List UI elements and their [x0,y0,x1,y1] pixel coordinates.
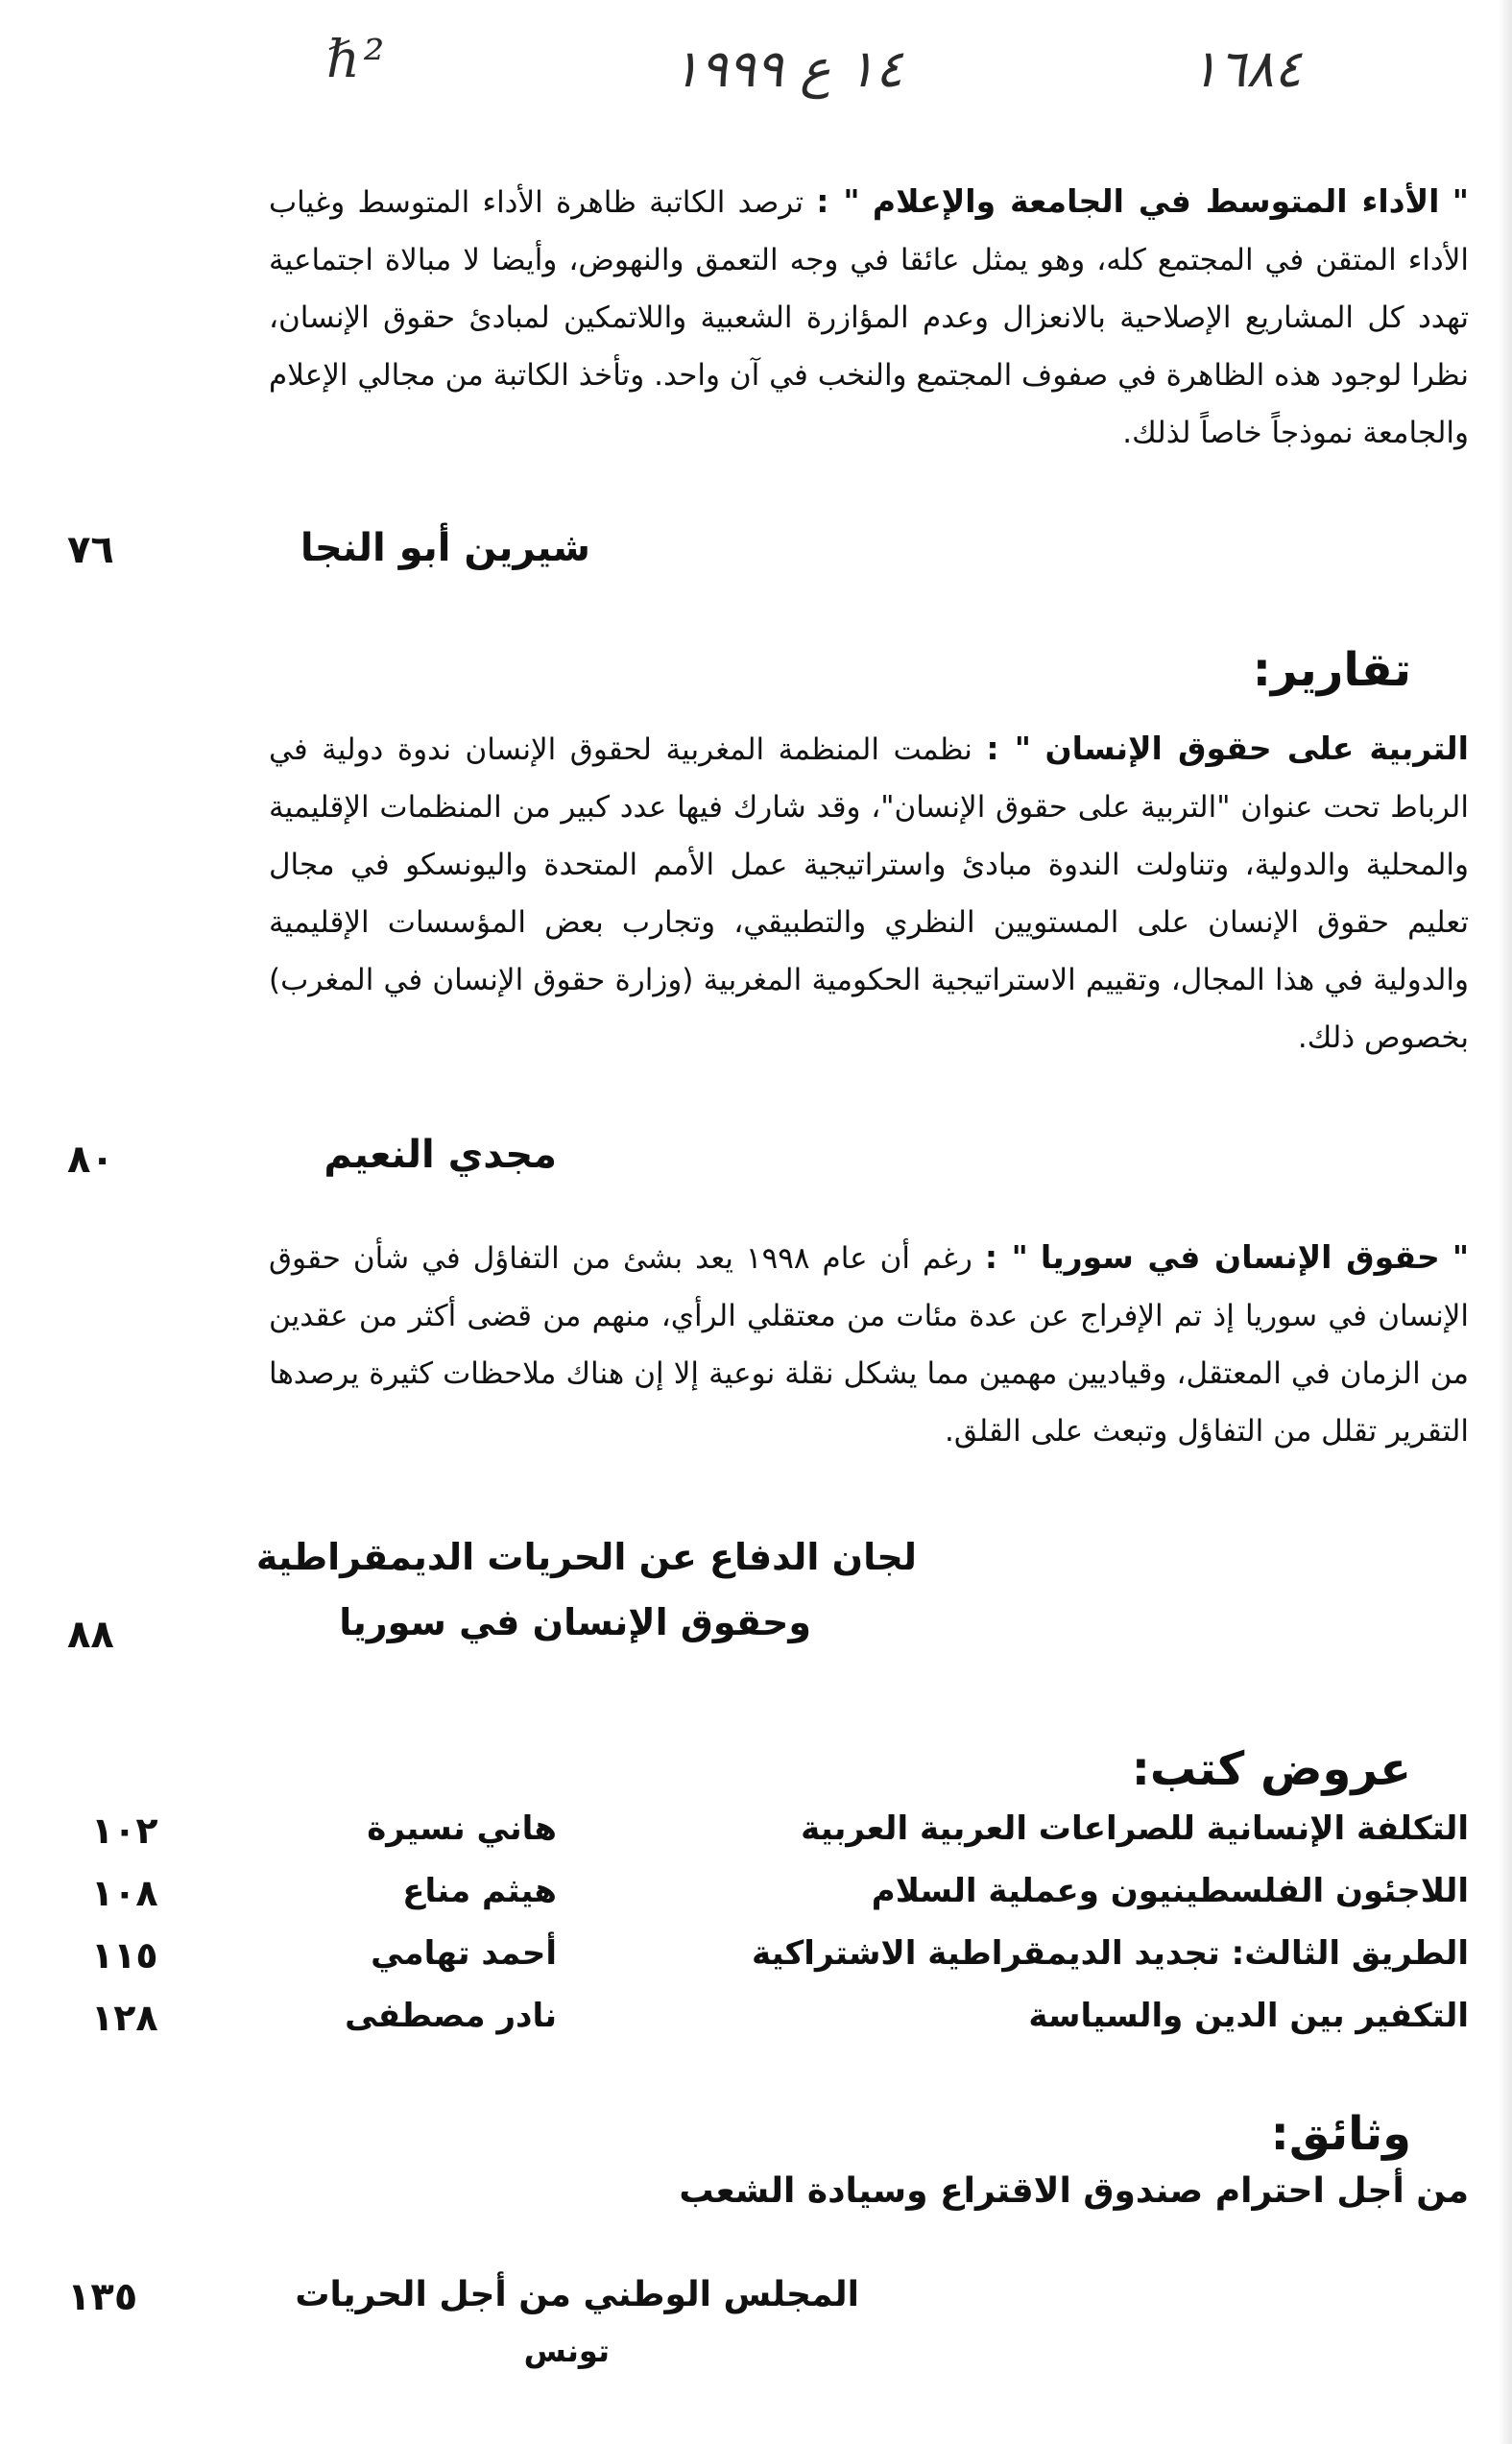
report-2-author-line-1: لجان الدفاع عن الحريات الديمقراطية [255,1536,917,1578]
page-edge-shadow [1499,0,1512,2444]
report-1-quote-close: " : [986,730,1031,767]
book-review-row [67,1872,1469,1925]
book-reviews-heading: عروض كتب: [1131,1742,1411,1796]
report-2-paragraph [269,1229,1469,1460]
report-2-page-number: ٨٨ [67,1613,114,1657]
article-1-quote-close: " : [816,182,860,220]
documents-heading: وثائق: [1270,2107,1411,2161]
book-review-title: اللاجئون الفلسطينيون وعملية السلام [871,1872,1469,1910]
book-review-page-number: ١٠٢ [91,1809,158,1852]
document-author-line-2: تونس [523,2333,610,2369]
report-2-author-line-2: وحقوق الإنسان في سوريا [339,1601,811,1643]
report-1-page-number: ٨٠ [67,1138,114,1182]
book-review-title: الطريق الثالث: تجديد الديمقراطية الاشتراكية [752,1934,1469,1973]
book-review-title: التكلفة الإنسانية للصراعات العربية العربية [801,1809,1469,1848]
article-1-body: ترصد الكاتبة ظاهرة الأداء المتوسط وغياب الأداء المتقن في المجتمع كله، وهو يمثل عائقا في وجه التعمق والنهوض، وأيضا لا مبالاة اجتماعية تهدد كل المشاريع الإصلاحية بالانعزال وعدم المؤازرة الشعبية واللاتمكين لمبادئ حقوق الإنسان، نظرا لوجود هذه الظاهرة في صفوف المجتمع والنخب في آن واحد. وتأخذ الكاتبة من مجالي الإعلام والجامعة نموذجاً خاصاً لذلك. [269,185,1469,450]
book-review-page-number: ١١٥ [91,1934,158,1977]
book-review-author: هاني نسيرة [367,1809,557,1848]
document-title: من أجل احترام صندوق الاقتراع وسيادة الشعب [679,2171,1469,2211]
book-review-author: نادر مصطفى [345,1997,557,2035]
article-1-title: الأداء المتوسط في الجامعة والإعلام [872,182,1440,220]
document-page-number: ١٣٥ [67,2275,138,2319]
report-1-body: نظمت المنظمة المغربية لحقوق الإنسان ندوة دولية في الرباط تحت عنوان "التربية على حقوق الإنسان"، وقد شارك فيها عدد كبير من المنظمات الإقليمية والمحلية والدولية، وتناولت الندوة مبادئ واستراتيجية عمل الأمم المتحدة واليونسكو في مجال تعليم حقوق الإنسان على المستويين النظري والتطبيقي، وتجارب بعض المؤسسات الإقليمية والدولية في هذا المجال، وتقييم الاستراتيجية الحكومية المغربية (وزارة حقوق الإنسان في المغرب) بخصوص ذلك. [269,732,1469,1055]
book-review-author: أحمد تهامي [371,1934,557,1973]
book-review-title: التكفير بين الدين والسياسة [1028,1997,1469,2035]
report-2-quote-close: " : [984,1238,1028,1276]
book-review-row [67,1809,1469,1862]
book-review-author: هيثم مناع [402,1872,557,1910]
report-2-title: حقوق الإنسان في سوريا [1040,1238,1440,1276]
handwritten-number: ١٦٨٤ [1190,38,1303,99]
handwritten-date: ١٤ ع ١٩٩٩ [672,38,903,99]
handwritten-mark-left: ℏ² [326,29,389,89]
report-1-paragraph [269,720,1469,1066]
article-1-page-number: ٧٦ [67,528,114,572]
book-review-row [67,1934,1469,1987]
report-1-author: مجدي النعيم [324,1133,557,1177]
report-2-body: رغم أن عام ١٩٩٨ يعد بشئ من التفاؤل في شأن حقوق الإنسان في سوريا إذ تم الإفراج عن عدة مئات من معتقلي الرأي، منهم من قضى أكثر من عقدين من الزمان في المعتقل، وقياديين مهمين مما يشكل نقلة نوعية إلا إن هناك ملاحظات كثيرة يرصدها التقرير تقلل من التفاؤل وتبعث على القلق. [269,1241,1469,1449]
book-review-row [67,1997,1469,2049]
document-author-line-1: المجلس الوطني من أجل الحريات [295,2275,859,2314]
report-1-title: التربية على حقوق الإنسان [1044,730,1469,767]
article-1-paragraph [269,173,1469,462]
report-2-quote-open: " [1452,1238,1470,1276]
article-1-quote-open: " [1452,182,1469,220]
article-1-author: شيرين أبو النجا [300,526,590,570]
reports-heading: تقارير: [1252,643,1411,697]
book-review-page-number: ١٠٨ [91,1872,158,1914]
book-review-page-number: ١٢٨ [91,1997,158,2039]
